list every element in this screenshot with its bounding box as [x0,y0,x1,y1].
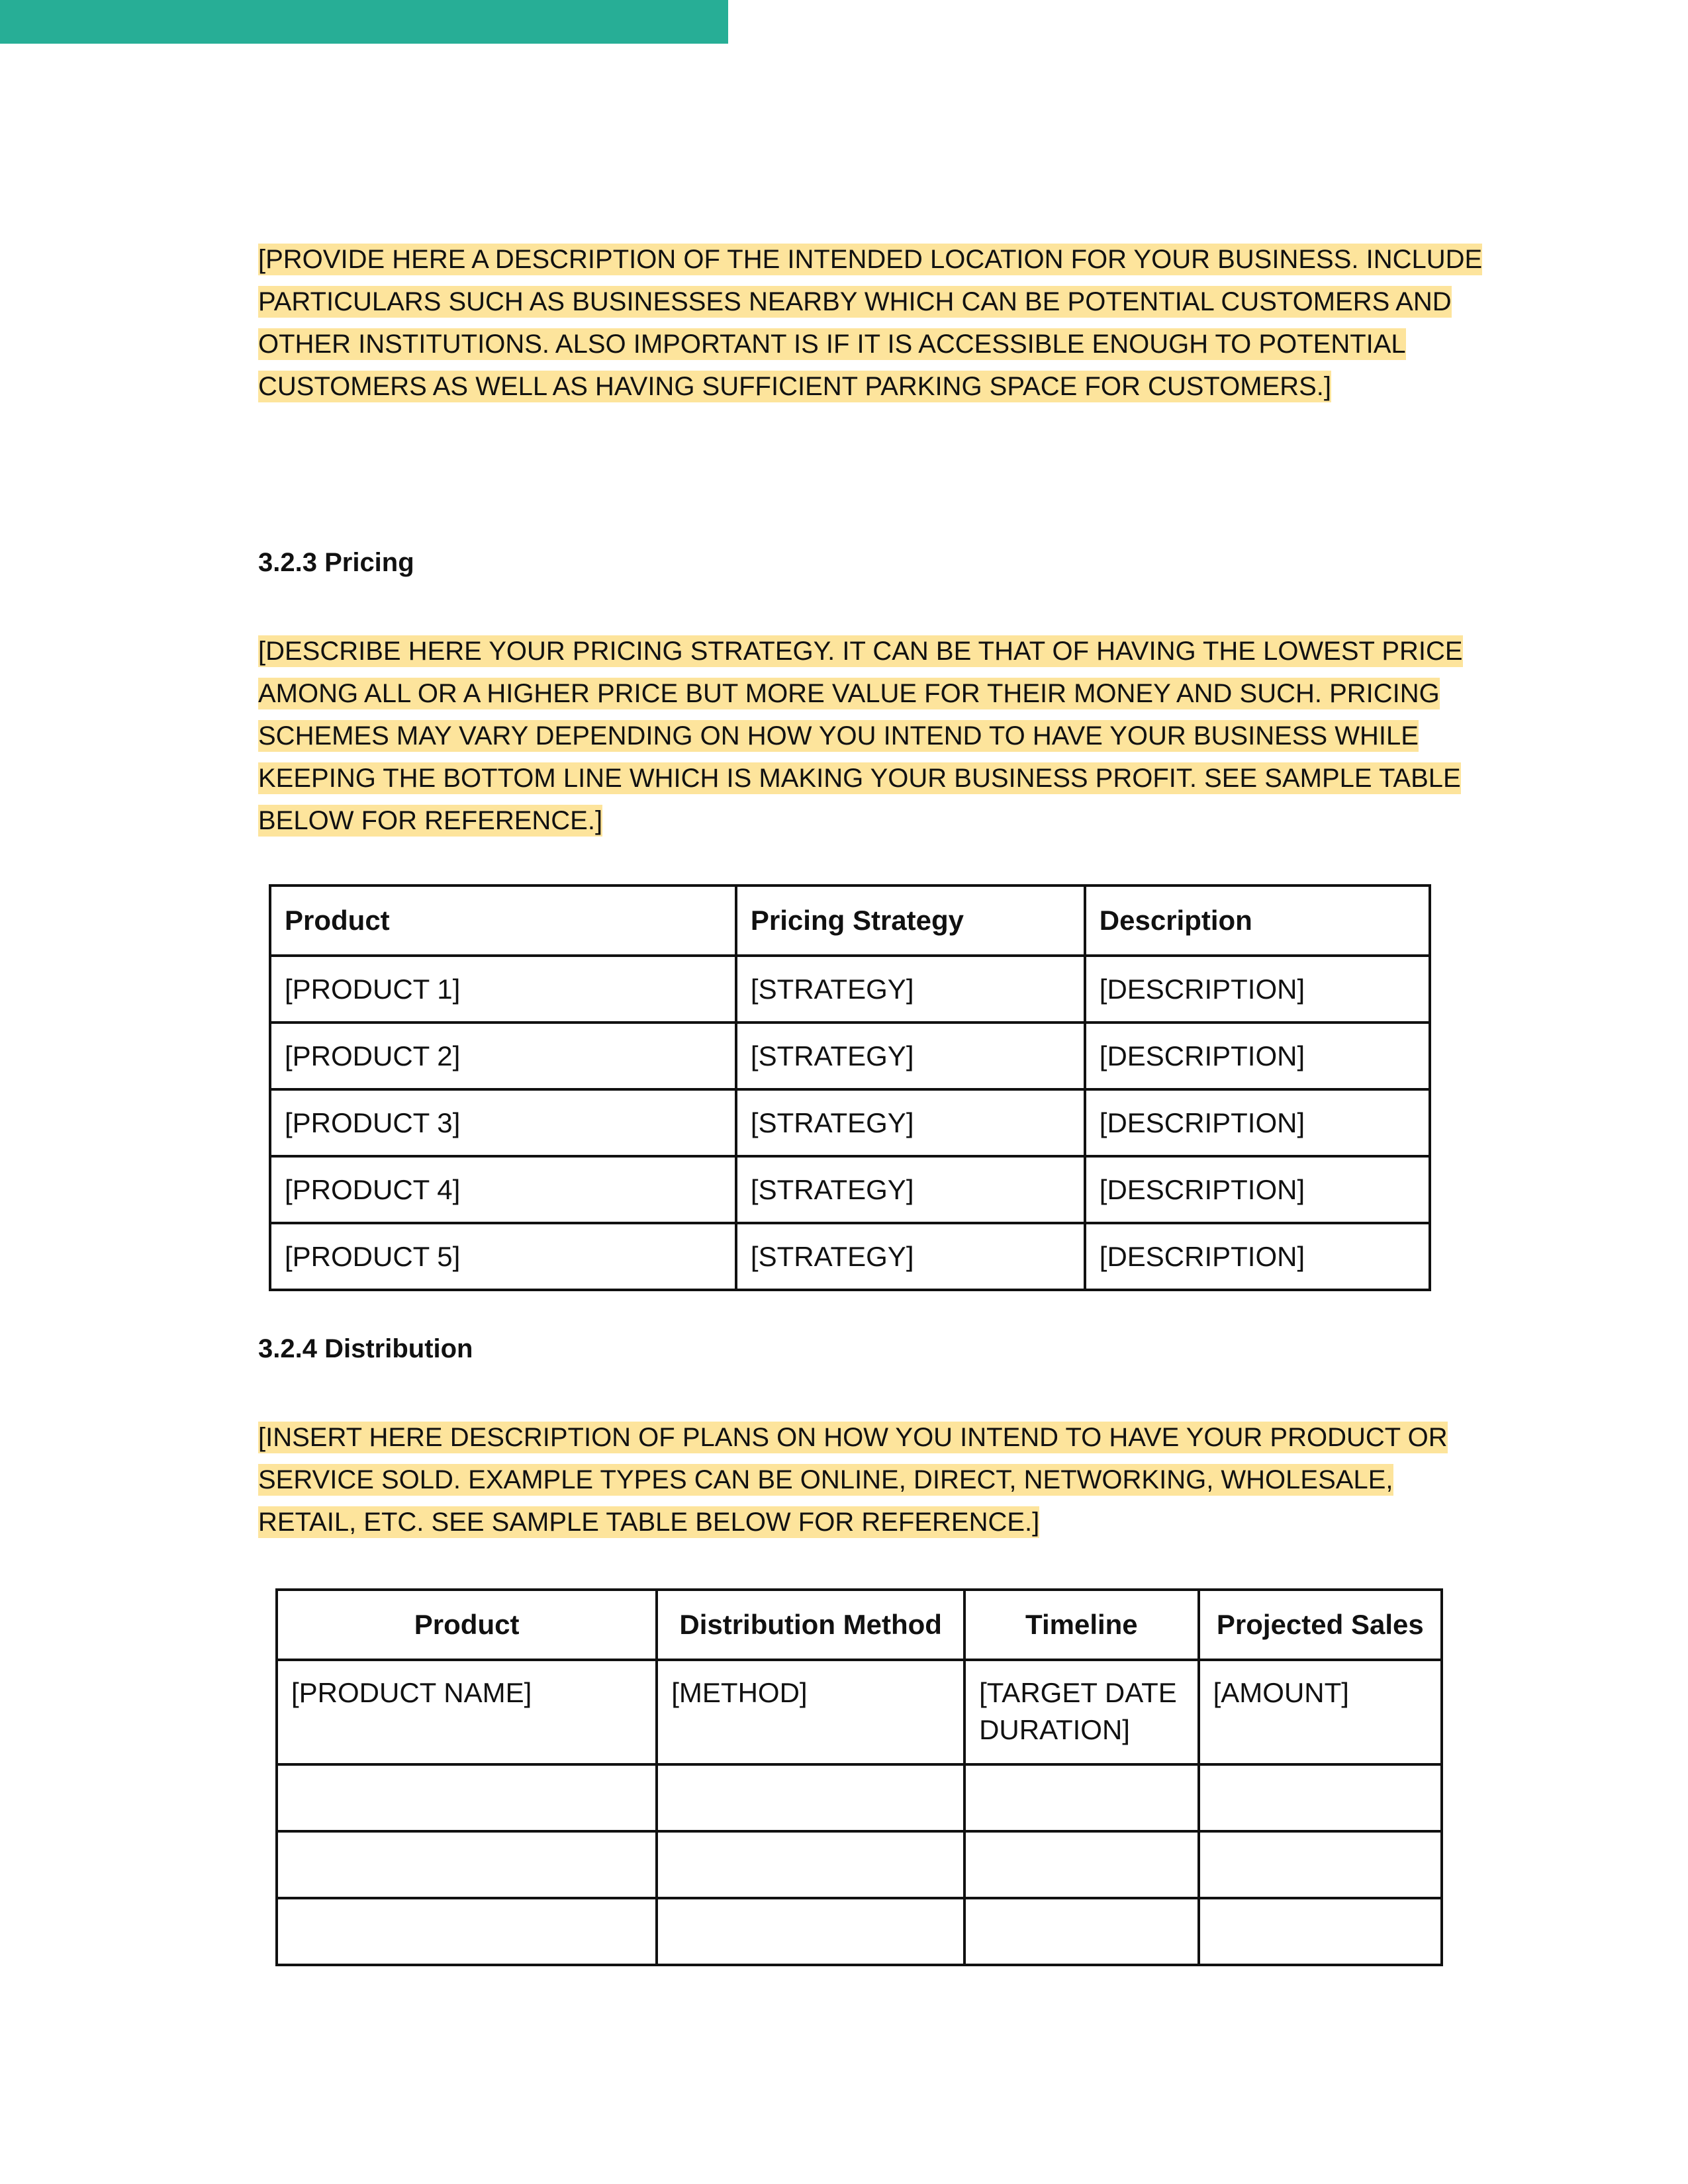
pricing-paragraph: [DESCRIBE HERE YOUR PRICING STRATEGY. IT CAN BE THAT OF HAVING THE LOWEST PRICE AMONG ALL OR A HIGHER PRICE BUT MORE VALUE FOR THEIR MONEY AND SUCH. PRICING SCHEMES MAY VARY DEPENDING ON HOW YOU INTEND TO HAVE YOUR BUSINESS WHILE KEEPING THE BOTTOM LINE WHICH IS MAKING YOUR BUSINESS PROFIT. SEE SAMPLE TABLE BELOW FOR REFERENCE.] [258,637,1463,835]
cell-product: [PRODUCT 2] [270,1023,736,1089]
cell-amount: [AMOUNT] [1199,1660,1442,1764]
cell-description: [DESCRIPTION] [1085,1223,1430,1290]
cell-amount [1199,1764,1442,1831]
cell-method [657,1764,964,1831]
header-pricing-strategy: Pricing Strategy [736,886,1085,956]
table-row [270,1089,1430,1156]
header-timeline: Timeline [964,1590,1199,1660]
cell-product: [PRODUCT 3] [270,1089,736,1156]
cell-amount [1199,1831,1442,1898]
cell-product [277,1764,657,1831]
distribution-paragraph: [INSERT HERE DESCRIPTION OF PLANS ON HOW YOU INTEND TO HAVE YOUR PRODUCT OR SERVICE SOLD. EXAMPLE TYPES CAN BE ONLINE, DIRECT, NETWORKING, WHOLESALE, RETAIL, ETC. SEE SAMPLE TABLE BELOW FOR REFERENCE.] [258,1423,1448,1537]
cell-product [277,1831,657,1898]
cell-amount [1199,1898,1442,1965]
accent-bar [0,0,728,44]
pricing-table [269,884,1431,1291]
cell-product: [PRODUCT 4] [270,1156,736,1223]
cell-timeline [964,1764,1199,1831]
distribution-heading: 3.2.4 Distribution [258,1334,473,1363]
cell-description: [DESCRIPTION] [1085,1156,1430,1223]
cell-strategy: [STRATEGY] [736,1023,1085,1089]
table-row [270,1156,1430,1223]
cell-timeline [964,1831,1199,1898]
pricing-description [258,630,1489,842]
distribution-table [275,1588,1443,1966]
table-header-row [277,1590,1442,1660]
table-row [277,1764,1442,1831]
table-row [277,1660,1442,1764]
cell-method [657,1831,964,1898]
table-row [270,956,1430,1023]
cell-strategy: [STRATEGY] [736,1156,1085,1223]
table-row [270,1223,1430,1290]
location-paragraph: [PROVIDE HERE A DESCRIPTION OF THE INTENDED LOCATION FOR YOUR BUSINESS. INCLUDE PARTICULARS SUCH AS BUSINESSES NEARBY WHICH CAN BE POTENTIAL CUSTOMERS AND OTHER INSTITUTIONS. ALSO IMPORTANT IS IF IT IS ACCESSIBLE ENOUGH TO POTENTIAL CUSTOMERS AS WELL AS HAVING SUFFICIENT PARKING SPACE FOR CUSTOMERS.] [258,245,1483,401]
header-product: Product [277,1590,657,1660]
table-header-row [270,886,1430,956]
cell-method: [METHOD] [657,1660,964,1764]
pricing-heading: 3.2.3 Pricing [258,548,414,577]
cell-product [277,1898,657,1965]
cell-description: [DESCRIPTION] [1085,1089,1430,1156]
cell-timeline [964,1898,1199,1965]
cell-description: [DESCRIPTION] [1085,956,1430,1023]
header-description: Description [1085,886,1430,956]
cell-product: [PRODUCT 5] [270,1223,736,1290]
header-projected-sales: Projected Sales [1199,1590,1442,1660]
table-row [277,1831,1442,1898]
cell-timeline: [TARGET DATE DURATION] [964,1660,1199,1764]
cell-strategy: [STRATEGY] [736,956,1085,1023]
location-description [258,238,1489,408]
cell-description: [DESCRIPTION] [1085,1023,1430,1089]
table-row [277,1898,1442,1965]
distribution-description [258,1416,1489,1543]
cell-strategy: [STRATEGY] [736,1223,1085,1290]
header-product: Product [270,886,736,956]
table-row [270,1023,1430,1089]
cell-method [657,1898,964,1965]
cell-product: [PRODUCT NAME] [277,1660,657,1764]
header-distribution-method: Distribution Method [657,1590,964,1660]
cell-product: [PRODUCT 1] [270,956,736,1023]
cell-strategy: [STRATEGY] [736,1089,1085,1156]
